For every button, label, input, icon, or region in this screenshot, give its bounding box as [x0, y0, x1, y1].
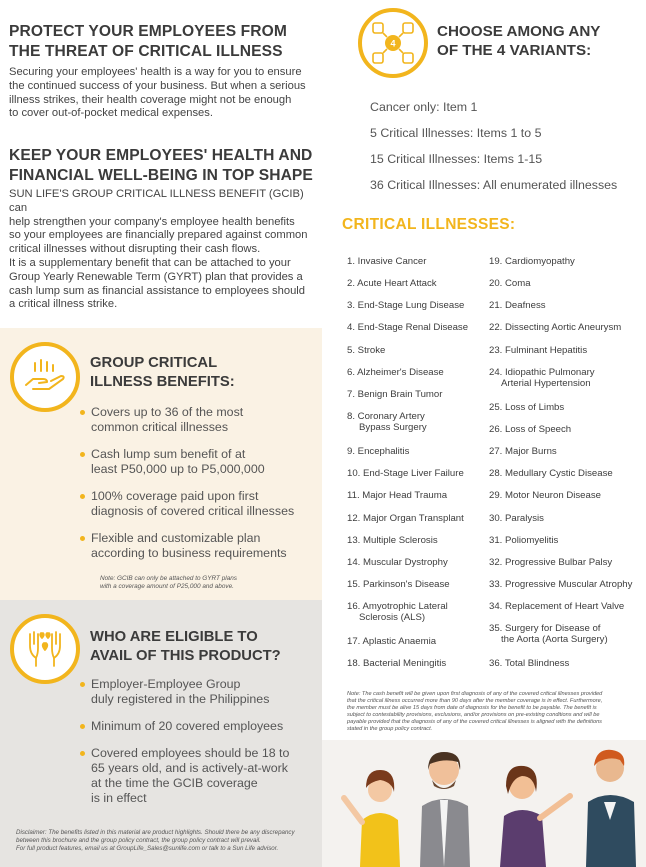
illness-item: 7. Benign Brain Tumor — [347, 389, 443, 400]
benefits-title-line: ILLNESS BENEFITS: — [90, 374, 235, 390]
illness-item: 12. Major Organ Transplant — [347, 513, 464, 524]
keep-body-line: It is a supplementary benefit that can be attached to your — [9, 256, 291, 269]
illness-item: 35. Surgery for Disease of the Aorta (Aorta Surgery) — [489, 623, 608, 645]
illness-item: 26. Loss of Speech — [489, 424, 572, 435]
variant-item: 15 Critical Illnesses: Items 1-15 — [370, 152, 543, 166]
keep-body-line: so your employees are financially prepared against common — [9, 229, 308, 242]
variant-item: Cancer only: Item 1 — [370, 100, 478, 114]
illness-item: 27. Major Burns — [489, 446, 557, 457]
plan-badge: 4 — [390, 38, 396, 49]
illness-item: 4. End-Stage Renal Disease — [347, 322, 469, 333]
disclaimer-line: between this brochure and the group policy contract, the group policy contract will prevail. — [16, 836, 261, 844]
illness-item: 36. Total Blindness — [489, 658, 570, 669]
intro-body-line: the continued success of your business. But when a serious — [9, 79, 306, 92]
benefits-title-line: GROUP CRITICAL — [90, 355, 218, 371]
illness-item: 17. Aplastic Anaemia — [347, 636, 437, 647]
eligible-item: Minimum of 20 covered employees — [80, 719, 289, 734]
illness-item: 23. Fulminant Hepatitis — [489, 345, 588, 356]
illness-item: 15. Parkinson's Disease — [347, 579, 450, 590]
benefit-item: Cash lump sum benefit of at least P50,000 up to P5,000,000 — [80, 447, 294, 477]
intro-body-line: to cover out-of-pocket medical expenses. — [9, 107, 213, 120]
keep-body-line: SUN LIFE'S GROUP CRITICAL ILLNESS BENEFIT (GCIB) can — [9, 188, 304, 214]
keep-body-line: cash lump sum as financial assistance to employees should — [9, 284, 305, 297]
illness-item: 6. Alzheimer's Disease — [347, 367, 444, 378]
disclaimer-line: For full product features, email us at GroupLife_Sales@sunlife.com or talk to a Sun Life advisor. — [16, 844, 279, 852]
illness-item: 28. Medullary Cystic Disease — [489, 468, 613, 479]
cash-note-line: subject to contestability provisions, exclusions, and/or provisions on pre-existing conditions and will be — [347, 712, 600, 718]
intro-body — [9, 66, 306, 121]
critical-illnesses-title: CRITICAL ILLNESSES: — [342, 216, 516, 233]
cash-note-line: that the critical illness occurred more than 90 days after the member coverage is in effect. Furthermore, — [347, 698, 603, 704]
cash-benefit-note — [347, 691, 602, 733]
intro-title-line: THE THREAT OF CRITICAL ILLNESS — [9, 43, 283, 60]
variants-list — [370, 100, 617, 204]
keep-body — [9, 188, 322, 312]
eligible-item: Employer-Employee Group duly registered in the Philippines — [80, 677, 289, 707]
eligible-title-line: WHO ARE ELIGIBLE TO — [90, 629, 258, 645]
illness-item: 13. Multiple Sclerosis — [347, 535, 438, 546]
illness-item: 14. Muscular Dystrophy — [347, 557, 448, 568]
hand-coins-icon — [10, 342, 80, 412]
illness-item: 29. Motor Neuron Disease — [489, 490, 601, 501]
raised-hands-hearts-icon — [10, 614, 80, 684]
illness-item: 31. Poliomyelitis — [489, 535, 559, 546]
illness-item: 18. Bacterial Meningitis — [347, 658, 447, 669]
illness-item: 2. Acute Heart Attack — [347, 278, 437, 289]
eligible-section — [0, 600, 322, 867]
illness-item: 11. Major Head Trauma — [347, 490, 448, 501]
illness-item: 9. Encephalitis — [347, 446, 410, 457]
variant-item: 5 Critical Illnesses: Items 1 to 5 — [370, 126, 542, 140]
illness-item: 25. Loss of Limbs — [489, 402, 565, 413]
disclaimer — [16, 829, 295, 852]
benefits-note-line: Note: GCIB can only be attached to GYRT plans — [100, 575, 237, 582]
disclaimer-line: Disclaimer: The benefits listed in this material are product highlights. Should there be any discrepancy — [16, 829, 295, 836]
illness-item: 33. Progressive Muscular Atrophy — [489, 579, 633, 590]
eligible-title — [90, 628, 281, 666]
intro-body-line: illness strikes, their health coverage might not be enough — [9, 93, 292, 106]
plan-options-icon — [358, 8, 428, 78]
left-column — [0, 0, 322, 867]
illness-item: 1. Invasive Cancer — [347, 256, 427, 267]
benefit-item: 100% coverage paid upon first diagnosis of covered critical illnesses — [80, 489, 294, 519]
keep-body-line: a critical illness strike. — [9, 298, 118, 311]
benefit-item: Flexible and customizable plan according to business requirements — [80, 531, 294, 561]
illness-item: 5. Stroke — [347, 345, 386, 356]
illness-item: 3. End-Stage Lung Disease — [347, 300, 465, 311]
cash-note-line: the member must be alive 15 days from date of diagnosis for the benefit to be payable. The benefit is — [347, 705, 597, 711]
keep-title-line: FINANCIAL WELL-BEING IN TOP SHAPE — [9, 167, 313, 184]
benefits-title — [90, 354, 235, 392]
intro-body-line: Securing your employees' health is a way for you to ensure — [9, 66, 302, 78]
intro-title — [9, 22, 287, 62]
illness-item: 20. Coma — [489, 278, 531, 289]
keep-body-line: help strengthen your company's employee health benefits — [9, 215, 295, 228]
benefits-note-line: with a coverage amount of P25,000 and above. — [100, 583, 234, 590]
eligible-list — [80, 677, 289, 818]
intro-title-line: PROTECT YOUR EMPLOYEES FROM — [9, 23, 287, 40]
people-illustration — [322, 740, 646, 867]
cash-note-line: stated in the group policy contract. — [347, 726, 433, 732]
cash-note-line: Note: The cash benefit will be given upon first diagnosis of any of the covered critical illnesses provided — [347, 691, 603, 697]
illness-item: 10. End-Stage Liver Failure — [347, 468, 464, 479]
keep-title — [9, 146, 313, 186]
illness-item: 16. Amyotrophic Lateral Sclerosis (ALS) — [347, 601, 448, 623]
illness-item: 24. Idiopathic Pulmonary Arterial Hypertension — [489, 367, 595, 389]
variants-title — [437, 22, 600, 60]
eligible-item: Covered employees should be 18 to 65 years old, and is actively-at-work at the time the GCIB coverage is in effect — [80, 746, 289, 806]
benefits-note — [100, 575, 237, 591]
cash-note-line: payable provided that the diagnosis of any of the covered critical illnesses is aligned with the definitions — [347, 719, 602, 725]
variant-item: 36 Critical Illnesses: All enumerated illnesses — [370, 178, 618, 192]
illness-item: 32. Progressive Bulbar Palsy — [489, 557, 613, 568]
keep-title-line: KEEP YOUR EMPLOYEES' HEALTH AND — [9, 147, 313, 164]
right-column — [322, 0, 646, 867]
illness-item: 21. Deafness — [489, 300, 546, 311]
benefits-list — [80, 405, 294, 573]
variants-title-line: OF THE 4 VARIANTS: — [437, 42, 592, 59]
keep-body-line: Group Yearly Renewable Term (GYRT) plan that provides a — [9, 270, 303, 283]
illness-item: 8. Coronary Artery Bypass Surgery — [347, 411, 427, 433]
eligible-title-line: AVAIL OF THIS PRODUCT? — [90, 648, 281, 664]
keep-body-line: critical illnesses without disrupting their cash flows. — [9, 243, 261, 256]
illness-item: 30. Paralysis — [489, 513, 544, 524]
benefit-item: Covers up to 36 of the most common critical illnesses — [80, 405, 294, 435]
illness-item: 19. Cardiomyopathy — [489, 256, 575, 267]
benefits-section — [0, 328, 322, 600]
illness-item: 22. Dissecting Aortic Aneurysm — [489, 322, 622, 333]
illness-item: 34. Replacement of Heart Valve — [489, 601, 625, 612]
variants-title-line: CHOOSE AMONG ANY — [437, 23, 601, 40]
